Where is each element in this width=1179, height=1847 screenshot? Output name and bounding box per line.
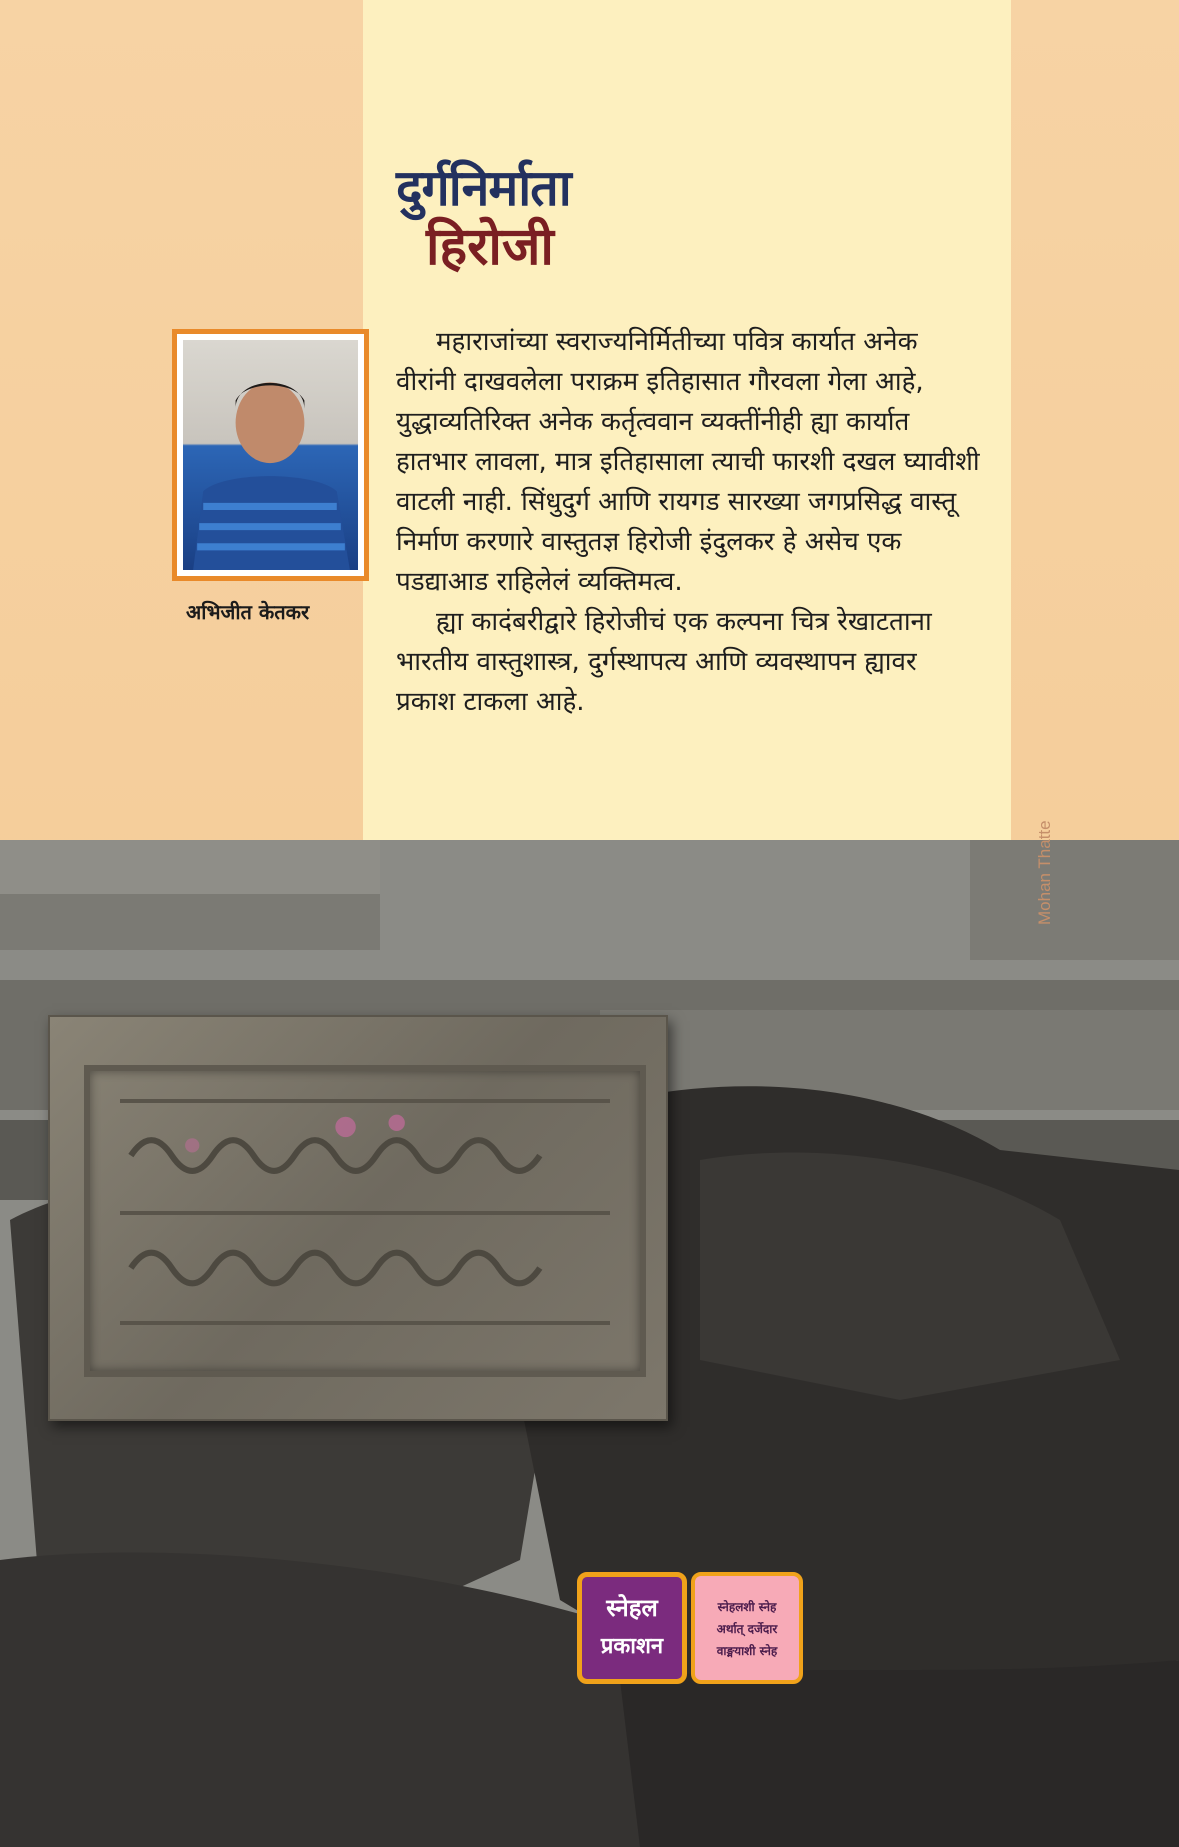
cover-design-credit: Mohan Thatte [1035, 820, 1054, 925]
title-line-1: दुर्गनिर्माता [396, 159, 571, 217]
author-photo-frame [172, 329, 369, 581]
author-photo [183, 340, 358, 570]
tagline-line-1: स्नेहलशी स्नेह [717, 1600, 777, 1614]
publisher-line-2: प्रकाशन [600, 1634, 664, 1659]
publisher-tagline [691, 1572, 803, 1684]
publisher-line-1: स्नेहल [606, 1594, 658, 1622]
author-name: अभिजीत केतकर [186, 600, 310, 624]
tagline-line-3: वाङ्मयाशी स्नेह [716, 1644, 778, 1658]
blurb-paragraph-1: महाराजांच्या स्वराज्यनिर्मितीच्या पवित्र कार्यात अनेक वीरांनी दाखवलेला पराक्रम इतिहासात गौरवला गेला आहे, युद्धाव्यतिरिक्त अनेक कर्तृत्ववान व्यक्तींनीही ह्या कार्यात हातभार लावला, मात्र इतिहासाला त्याची फारशी दखल घ्यावीशी वाटली नाही. सिंधुदुर्ग आणि रायगड सारख्या जगप्रसिद्ध वास्तू निर्माण करणारे वास्तुतज्ञ हिरोजी इंदुलकर हे असेच एक पडद्याआड राहिलेलं व्यक्तिमत्व. [396, 327, 980, 597]
blurb-paragraph-2: ह्या कादंबरीद्वारे हिरोजीचं एक कल्पना चित्र रेखाटताना भारतीय वास्तुशास्त्र, दुर्गस्थापत्य आणि व्यवस्थापन ह्यावर प्रकाश टाकला आहे. [396, 607, 932, 717]
title-line-2: हिरोजी [426, 216, 554, 277]
stone-inscription-image [48, 1015, 668, 1421]
inscription-frame [84, 1065, 646, 1377]
book-title [396, 160, 571, 277]
publisher-logo [577, 1572, 687, 1684]
book-blurb [396, 322, 981, 722]
inscription-carving [90, 1071, 640, 1371]
tagline-line-2: अर्थात् दर्जेदार [716, 1622, 778, 1636]
